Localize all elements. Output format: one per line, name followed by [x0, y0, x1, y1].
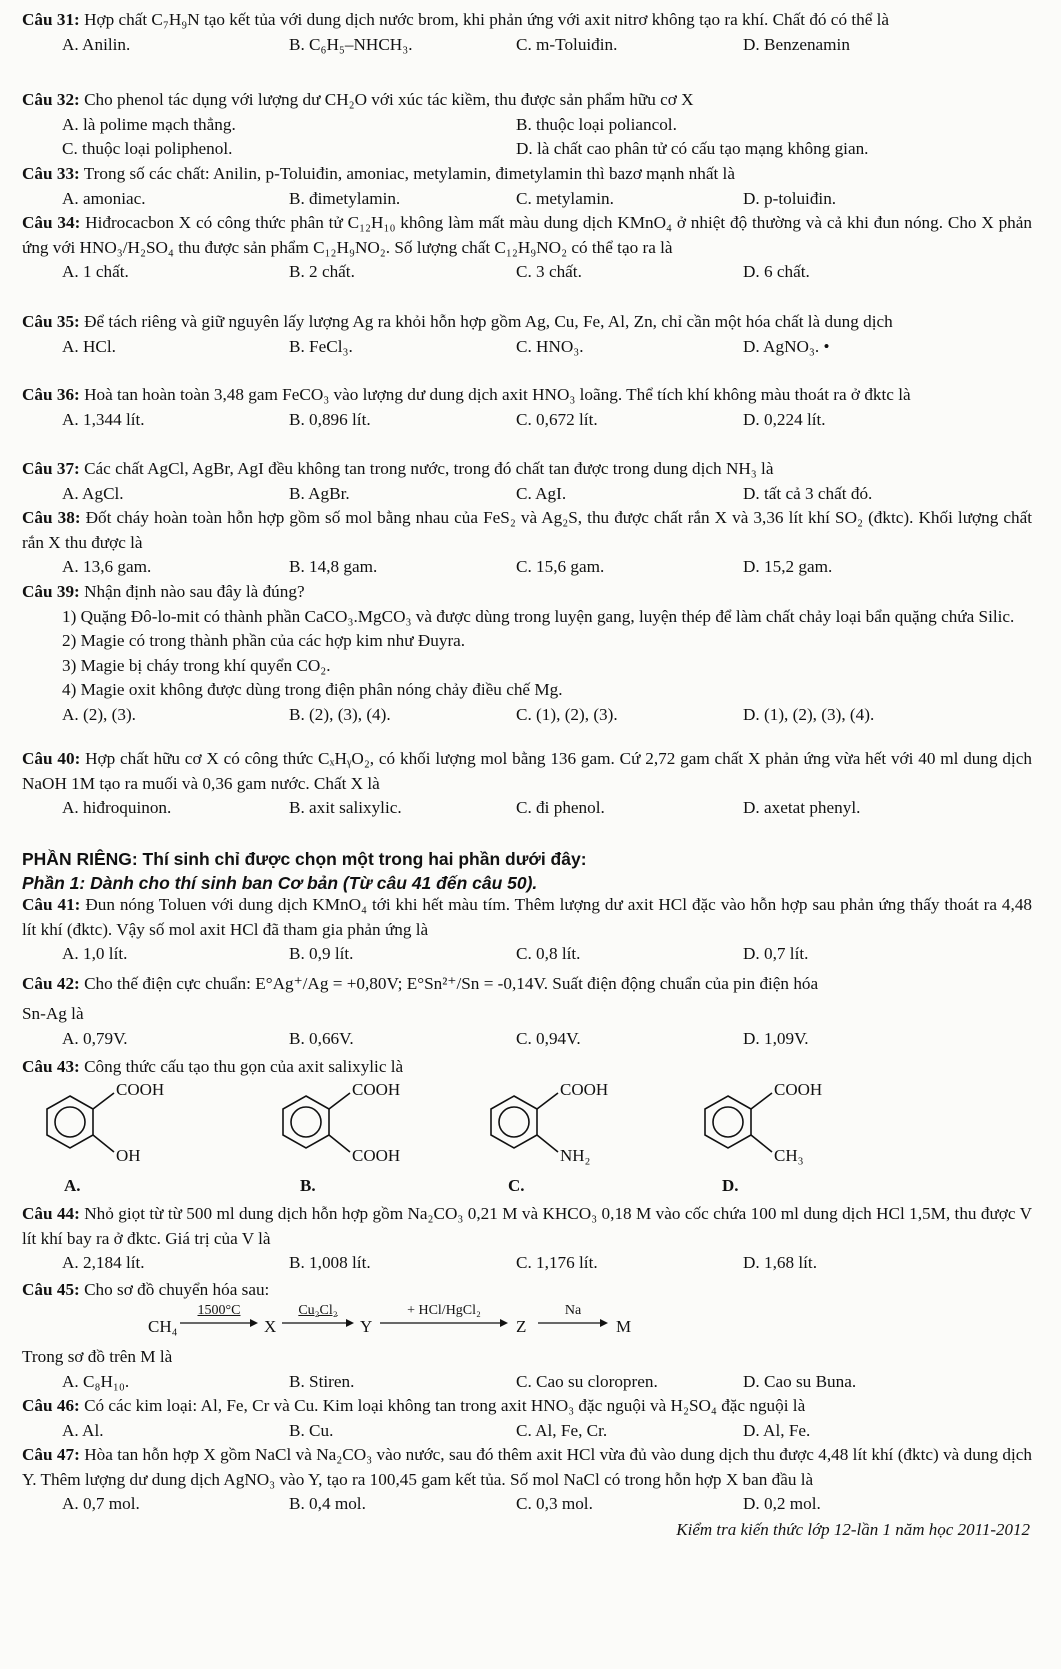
option-d: D. tất cả 3 chất đó. [743, 483, 873, 503]
question-32 [22, 88, 1032, 162]
question-stem: Nhận định nào sau đây là đúng? [84, 582, 305, 601]
option-d: D. AgNO₃. • [743, 336, 830, 356]
option-b: B. C₆H₅–NHCH₃. [289, 34, 413, 54]
statement-1: 1) Quặng Đô-lo-mit có thành phần CaCO₃.MgCO₃ và được dùng trong luyện gang, luyện thép để làm chất chảy loại bẩn quặng chứa Silic. [62, 606, 1015, 626]
substituent-bottom: COOH [352, 1146, 401, 1165]
option-b: B. đimetylamin. [289, 188, 401, 208]
structure-options [22, 1080, 1032, 1200]
question-stem: Cho sơ đồ chuyển hóa sau: [84, 1280, 270, 1299]
question-stem: Có các kim loại: Al, Fe, Cr và Cu. Kim loại không tan trong axit HNO₃ đặc nguội và H₂SO₄ đặc nguội là [84, 1396, 806, 1415]
question-number: Câu 40: [22, 749, 81, 768]
arrow-icon [380, 1319, 508, 1327]
option-letter: D. [722, 1176, 739, 1195]
option-b: B. AgBr. [289, 483, 350, 503]
question-number: Câu 39: [22, 582, 80, 601]
option-d: D. 1,68 lít. [743, 1253, 818, 1272]
question-number: Câu 37: [22, 459, 80, 478]
option-d: D. 1,09V. [743, 1028, 809, 1048]
option-b: B. (2), (3), (4). [289, 704, 391, 724]
option-d: D. p-toluiđin. [743, 188, 837, 208]
question-stem-b: . Suất điện động chuẩn của pin điện hóa [543, 974, 819, 993]
species-ch4: CH₄ [148, 1317, 178, 1336]
question-number: Câu 36: [22, 385, 80, 404]
question-number: Câu 45: [22, 1280, 80, 1299]
option-b: B. 1,008 lít. [289, 1253, 371, 1272]
option-c: C. 0,3 mol. [516, 1494, 593, 1513]
section-title: PHẦN RIÊNG: Thí sinh chỉ được chọn một trong hai phần dưới đây: [22, 849, 587, 869]
option-a: A. C₈H₁₀. [62, 1371, 130, 1391]
question-stem: Công thức cấu tạo thu gọn của axit salixylic là [84, 1057, 404, 1076]
structure-c [474, 1080, 684, 1200]
electrode-potential-sn: E°Sn²⁺/Sn = -0,14V [406, 974, 544, 993]
option-d: D. là chất cao phân tử có cấu tạo mạng không gian. [516, 139, 869, 158]
option-c: C. metylamin. [516, 188, 614, 208]
arrow-label: + HCl/HgCl₂ [407, 1303, 481, 1318]
option-b: B. thuộc loại poliancol. [516, 114, 677, 134]
arrow-label: Na [564, 1303, 582, 1318]
option-c: C. Cao su cloropren. [516, 1371, 658, 1391]
question-stem: Hợp chất hữu cơ X có công thức CₓHᵧO₂, có khối lượng mol bằng 136 gam. Cứ 2,72 gam chất X phản ứng vừa hết với 40 ml dung dịch NaOH 1M tạo ra muối và 0,36 gam nước. Chất X là [22, 749, 1032, 793]
question-number: Câu 42: [22, 974, 80, 993]
question-number: Câu 46: [22, 1396, 80, 1415]
option-c: C. 0,94V. [516, 1028, 581, 1048]
question-34 [22, 211, 1032, 285]
question-stem: Hòa tan hỗn hợp X gồm NaCl và Na₂CO₃ vào nước, sau đó thêm axit HCl vừa đủ vào dung dịch thu được 4,48 lít khí (đktc) và dung dịch Y. Thêm lượng dư dung dịch AgNO₃ vào Y, tạo ra 100,45 gam kết tủa. Số mol NaCl có trong hỗn hợp X ban đầu là [22, 1445, 1032, 1489]
question-37 [22, 457, 1032, 506]
option-d: D. 6 chất. [743, 262, 810, 281]
option-a: A. HCl. [62, 336, 116, 356]
option-d: D. 0,7 lít. [743, 944, 809, 963]
question-number: Câu 43: [22, 1057, 80, 1076]
option-a: A. 1 chất. [62, 262, 129, 281]
question-stem-a: Cho thế điện cực chuẩn: [84, 974, 256, 993]
option-c: C. m-Toluiđin. [516, 34, 618, 54]
question-stem: Cho phenol tác dụng với lượng dư CH₂O với xúc tác kiềm, thu được sản phẩm hữu cơ X [84, 90, 694, 109]
option-a: A. Al. [62, 1420, 104, 1440]
question-46 [22, 1394, 1032, 1443]
question-stem: Các chất AgCl, AgBr, AgI đều không tan trong nước, trong đó chất tan được trong dung dịch NH₃ là [84, 459, 774, 478]
option-c: C. thuộc loại poliphenol. [62, 139, 233, 158]
option-a: A. Anilin. [62, 34, 131, 54]
question-number: Câu 31: [22, 10, 80, 29]
option-d: D. axetat phenyl. [743, 798, 861, 817]
arrow-2 [282, 1303, 354, 1327]
option-c: C. AgI. [516, 483, 567, 503]
option-b: B. 0,4 mol. [289, 1494, 366, 1513]
structure-b [266, 1080, 476, 1200]
option-c: C. 0,672 lít. [516, 409, 598, 429]
substituent-top: COOH [560, 1080, 609, 1099]
option-b: B. 2 chất. [289, 262, 355, 281]
species-m: M [616, 1317, 632, 1336]
page-footer: Kiểm tra kiến thức lớp 12-lần 1 năm học 2011-2012 [676, 1520, 1030, 1539]
option-a: A. 2,184 lít. [62, 1253, 145, 1272]
arrow-icon [282, 1319, 354, 1327]
question-33 [22, 162, 1032, 211]
option-c: C. 3 chất. [516, 262, 582, 281]
option-a: A. là polime mạch thẳng. [62, 114, 236, 134]
arrow-label: 1500°C [197, 1303, 241, 1318]
question-44 [22, 1202, 1032, 1276]
question-number: Câu 38: [22, 508, 81, 527]
option-c: C. đi phenol. [516, 798, 605, 817]
separator: ; [397, 974, 407, 993]
option-d: D. Cao su Buna. [743, 1371, 857, 1391]
question-number: Câu 33: [22, 164, 80, 183]
substituent-top: COOH [774, 1080, 823, 1099]
option-letter: C. [508, 1176, 525, 1195]
option-a: A. amoniac. [62, 188, 146, 208]
option-c: C. HNO₃. [516, 336, 584, 356]
option-d: D. (1), (2), (3), (4). [743, 704, 875, 724]
question-39 [22, 580, 1032, 727]
question-stem: Đốt cháy hoàn toàn hỗn hợp gồm số mol bằng nhau của FeS₂ và Ag₂S, thu được chất rắn X và 3,36 lít khí SO₂ (đktc). Khối lượng chất rắn X thu được là [22, 508, 1032, 552]
question-stem: Hoà tan hoàn toàn 3,48 gam FeCO₃ vào lượng dư dung dịch axit HNO₃ loãng. Thể tích khí không màu thoát ra ở đktc là [84, 385, 911, 404]
option-d: D. 0,224 lít. [743, 409, 826, 429]
question-number: Câu 35: [22, 312, 80, 331]
question-stem: Đun nóng Toluen với dung dịch KMnO₄ tới khi hết màu tím. Thêm lượng dư axit HCl đặc vào hỗn hợp sau phản ứng thấy thoát ra 4,48 lít khí (đktc). Vậy số mol axit HCl đã tham gia phản ứng là [22, 895, 1033, 939]
arrow-label: Cu₂Cl₂ [298, 1303, 338, 1318]
substituent-bottom: OH [116, 1146, 141, 1165]
option-a: A. hiđroquinon. [62, 798, 172, 817]
option-letter: A. [64, 1176, 81, 1195]
question-42 [22, 968, 1032, 1051]
arrow-icon [180, 1319, 258, 1327]
option-b: B. 0,66V. [289, 1028, 354, 1048]
question-stem-after: Trong sơ đồ trên M là [22, 1347, 173, 1366]
option-d: D. Al, Fe. [743, 1420, 811, 1440]
question-stem: Hiđrocacbon X có công thức phân tử C₁₂H₁₀ không làm mất màu dung dịch KMnO₄ ở nhiệt độ thường và cả khi đun nóng. Cho X phản ứng với HNO₃/H₂SO₄ thu được sản phẩm C₁₂H₉NO₂. Số lượng chất C₁₂H₉NO₂ có thể tạo ra là [22, 213, 1032, 257]
question-number: Câu 32: [22, 90, 80, 109]
question-stem: Hợp chất C₇H₉N tạo kết tủa với dung dịch nước brom, khi phản ứng với axit nitrơ không tạo ra khí. Chất đó có thể là [84, 10, 890, 29]
substituent-top: COOH [116, 1080, 165, 1099]
arrow-4 [538, 1303, 608, 1327]
question-45-answers [22, 1345, 1032, 1394]
arrow-icon [538, 1319, 608, 1327]
structure-d [688, 1080, 898, 1200]
question-41 [22, 893, 1032, 967]
question-stem: Để tách riêng và giữ nguyên lấy lượng Ag ra khỏi hỗn hợp gồm Ag, Cu, Fe, Al, Zn, chỉ cần một hóa chất là dung dịch [84, 312, 893, 331]
option-a: A. (2), (3). [62, 704, 136, 724]
question-43 [22, 1055, 1032, 1080]
substituent-bottom: NH₂ [560, 1146, 591, 1165]
statement-4: 4) Magie oxit không được dùng trong điện phân nóng chảy điều chế Mg. [62, 680, 563, 699]
option-a: A. 1,344 lít. [62, 409, 145, 429]
option-a: A. 0,7 mol. [62, 1494, 140, 1513]
option-c: C. 1,176 lít. [516, 1253, 598, 1272]
option-a: A. 13,6 gam. [62, 557, 152, 576]
question-stem: Nhỏ giọt từ từ 500 ml dung dịch hỗn hợp gồm Na₂CO₃ 0,21 M và KHCO₃ 0,18 M vào cốc chứa 100 ml dung dịch HCl 1,5M, thu được V lít khí bay ra ở đktc. Giá trị của V là [22, 1204, 1032, 1248]
question-38 [22, 506, 1032, 580]
substituent-bottom: CH₃ [774, 1146, 804, 1165]
option-a: A. 0,79V. [62, 1028, 128, 1048]
option-a: A. 1,0 lít. [62, 944, 128, 963]
arrow-1 [180, 1303, 258, 1327]
question-31 [22, 8, 1032, 57]
question-stem-c: Sn-Ag là [22, 1004, 84, 1023]
option-d: D. 15,2 gam. [743, 557, 833, 576]
question-47 [22, 1443, 1032, 1517]
structure-a [30, 1080, 240, 1200]
option-b: B. axit salixylic. [289, 798, 402, 817]
arrow-3 [380, 1303, 508, 1327]
option-d: D. 0,2 mol. [743, 1494, 821, 1513]
statement-2: 2) Magie có trong thành phần của các hợp kim như Đuyra. [62, 631, 466, 650]
substituent-top: COOH [352, 1080, 401, 1099]
species-y: Y [360, 1317, 373, 1336]
question-35 [22, 310, 1032, 359]
question-number: Câu 44: [22, 1204, 80, 1223]
option-d: D. Benzenamin [743, 34, 850, 54]
option-b: B. 0,896 lít. [289, 409, 371, 429]
question-stem: Trong số các chất: Anilin, p-Toluiđin, amoniac, metylamin, đimetylamin thì bazơ mạnh nhất là [83, 164, 735, 183]
option-c: C. (1), (2), (3). [516, 704, 618, 724]
option-c: C. 0,8 lít. [516, 944, 581, 963]
option-c: C. Al, Fe, Cr. [516, 1420, 608, 1440]
section-part1: Phần 1: Dành cho thí sinh ban Cơ bản (Từ câu 41 đến câu 50). [22, 873, 538, 893]
question-number: Câu 41: [22, 895, 81, 914]
section-header [22, 847, 1032, 895]
statement-3: 3) Magie bị cháy trong khí quyển CO₂. [62, 655, 331, 675]
option-b: B. 14,8 gam. [289, 557, 378, 576]
species-x: X [264, 1317, 277, 1336]
question-36 [22, 383, 1032, 432]
option-b: B. 0,9 lít. [289, 944, 354, 963]
option-b: B. Cu. [289, 1420, 334, 1440]
option-b: B. FeCl₃. [289, 336, 353, 356]
question-number: Câu 47: [22, 1445, 80, 1464]
option-c: C. 15,6 gam. [516, 557, 605, 576]
question-40 [22, 747, 1032, 821]
question-number: Câu 34: [22, 213, 81, 232]
question-45 [22, 1278, 1032, 1303]
reaction-scheme [148, 1303, 708, 1339]
option-letter: B. [300, 1176, 316, 1195]
electrode-potential-ag: E°Ag⁺/Ag = +0,80V [255, 974, 398, 993]
option-a: A. AgCl. [62, 483, 124, 503]
species-z: Z [516, 1317, 527, 1336]
option-b: B. Stiren. [289, 1371, 355, 1391]
